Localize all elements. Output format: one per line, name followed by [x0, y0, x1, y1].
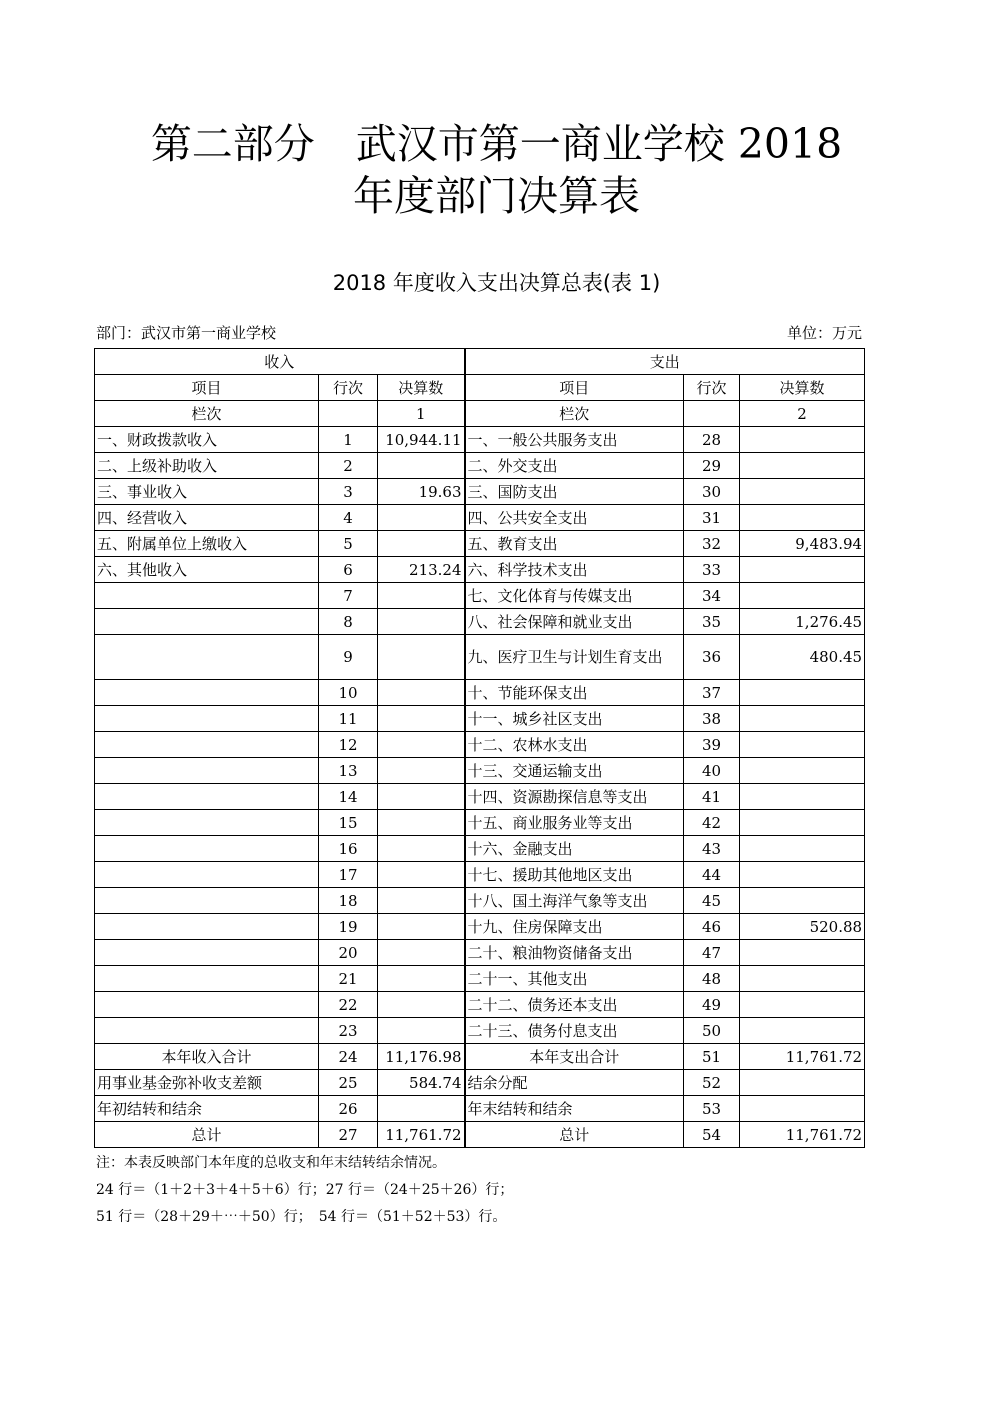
income-col-label: 栏次: [95, 401, 319, 427]
income-item: 年初结转和结余: [95, 1096, 319, 1122]
table-row: [95, 836, 865, 862]
income-row-number: 21: [319, 966, 378, 992]
expense-row-number: 29: [684, 453, 740, 479]
expense-amount: 11,761.72: [740, 1122, 865, 1148]
expense-row-number: 48: [684, 966, 740, 992]
expense-amount: [740, 888, 865, 914]
income-row-number: 1: [319, 427, 378, 453]
income-amount: [378, 1096, 465, 1122]
expense-row-number: 39: [684, 732, 740, 758]
expense-row-number: 51: [684, 1044, 740, 1070]
income-row-number: 13: [319, 758, 378, 784]
table-row: [95, 888, 865, 914]
expense-amount: 480.45: [740, 635, 865, 680]
expense-row-number: 47: [684, 940, 740, 966]
expense-item: 十、节能环保支出: [465, 680, 684, 706]
income-amount: [378, 453, 465, 479]
income-row-number: 2: [319, 453, 378, 479]
expense-row-number: 44: [684, 862, 740, 888]
income-amount: 19.63: [378, 479, 465, 505]
expense-row-number: 35: [684, 609, 740, 635]
income-amount: 213.24: [378, 557, 465, 583]
expense-amount: [740, 992, 865, 1018]
income-amount: [378, 862, 465, 888]
expense-header: 支出: [465, 349, 865, 375]
income-item: [95, 940, 319, 966]
expense-row-number: 32: [684, 531, 740, 557]
income-amount: [378, 836, 465, 862]
expense-amount: [740, 1070, 865, 1096]
income-item: 总计: [95, 1122, 319, 1148]
expense-row-number: 34: [684, 583, 740, 609]
income-item: [95, 680, 319, 706]
income-item: 二、上级补助收入: [95, 453, 319, 479]
expense-item: 三、国防支出: [465, 479, 684, 505]
income-item: 六、其他收入: [95, 557, 319, 583]
expense-amount: [740, 810, 865, 836]
expense-item: 四、公共安全支出: [465, 505, 684, 531]
income-item: 三、事业收入: [95, 479, 319, 505]
expense-item: 十七、援助其他地区支出: [465, 862, 684, 888]
income-item: [95, 914, 319, 940]
expense-amount: 1,276.45: [740, 609, 865, 635]
expense-row-number: 53: [684, 1096, 740, 1122]
expense-item: 九、医疗卫生与计划生育支出: [465, 635, 684, 680]
income-item: [95, 784, 319, 810]
expense-row-number: 30: [684, 479, 740, 505]
table-row: [95, 862, 865, 888]
income-amount: [378, 609, 465, 635]
expense-item: 年末结转和结余: [465, 1096, 684, 1122]
income-item: 用事业基金弥补收支差额: [95, 1070, 319, 1096]
income-amount: [378, 758, 465, 784]
income-amount: [378, 1018, 465, 1044]
income-header: 收入: [95, 349, 465, 375]
income-row-number: 20: [319, 940, 378, 966]
expense-item: 十二、农林水支出: [465, 732, 684, 758]
expense-amount: [740, 557, 865, 583]
income-row-number: 3: [319, 479, 378, 505]
expense-item: 十三、交通运输支出: [465, 758, 684, 784]
income-row-number: 5: [319, 531, 378, 557]
expense-item: 结余分配: [465, 1070, 684, 1096]
table-row: [95, 966, 865, 992]
expense-row-number: 49: [684, 992, 740, 1018]
income-item: [95, 583, 319, 609]
table-row: [95, 1018, 865, 1044]
income-item: 一、财政拨款收入: [95, 427, 319, 453]
expense-item-header: 项目: [465, 375, 684, 401]
expense-rowno-header: 行次: [684, 375, 740, 401]
footnote-1: 注：本表反映部门本年度的总收支和年末结转结余情况。: [96, 1155, 446, 1171]
expense-col-label: 栏次: [465, 401, 684, 427]
income-row-number: 9: [319, 635, 378, 680]
expense-row-number: 38: [684, 706, 740, 732]
table-row: [95, 784, 865, 810]
unit-label: 单位：万元: [786, 324, 862, 342]
table-row: [95, 427, 865, 453]
expense-amount: [740, 758, 865, 784]
expense-item: 八、社会保障和就业支出: [465, 609, 684, 635]
expense-amount: 520.88: [740, 914, 865, 940]
income-row-number: 17: [319, 862, 378, 888]
income-amount: 10,944.11: [378, 427, 465, 453]
expense-row-number: 28: [684, 427, 740, 453]
table-row: [95, 706, 865, 732]
income-amount: [378, 888, 465, 914]
table-row: [95, 609, 865, 635]
table-row: [95, 810, 865, 836]
income-row-number: 12: [319, 732, 378, 758]
expense-item: 十六、金融支出: [465, 836, 684, 862]
expense-row-number: 41: [684, 784, 740, 810]
income-row-number: 19: [319, 914, 378, 940]
expense-col-index: 2: [740, 401, 865, 427]
income-amount-header: 决算数: [378, 375, 465, 401]
table-row: [95, 914, 865, 940]
table-row: [95, 992, 865, 1018]
expense-item: 十八、国土海洋气象等支出: [465, 888, 684, 914]
expense-item: 七、文化体育与传媒支出: [465, 583, 684, 609]
income-col-blank: [319, 401, 378, 427]
income-row-number: 15: [319, 810, 378, 836]
expense-item: 十一、城乡社区支出: [465, 706, 684, 732]
income-amount: [378, 680, 465, 706]
income-row-number: 27: [319, 1122, 378, 1148]
footnote-3: 51 行＝（28＋29＋⋯＋50）行； 54 行＝（51＋52＋53）行。: [96, 1209, 507, 1225]
income-amount: [378, 940, 465, 966]
table-header-row: [95, 349, 865, 375]
expense-amount: 9,483.94: [740, 531, 865, 557]
table-row: [95, 940, 865, 966]
expense-item: 十四、资源勘探信息等支出: [465, 784, 684, 810]
document-title-line-2: 年度部门决算表: [353, 172, 640, 220]
income-row-number: 16: [319, 836, 378, 862]
expense-amount: [740, 1018, 865, 1044]
income-item: 五、附属单位上缴收入: [95, 531, 319, 557]
expense-amount: [740, 583, 865, 609]
income-item-header: 项目: [95, 375, 319, 401]
income-amount: [378, 583, 465, 609]
expense-amount: [740, 453, 865, 479]
income-rowno-header: 行次: [319, 375, 378, 401]
income-item: [95, 992, 319, 1018]
expense-amount: [740, 706, 865, 732]
income-item: [95, 635, 319, 680]
expense-row-number: 54: [684, 1122, 740, 1148]
income-item: [95, 810, 319, 836]
expense-item: 六、科学技术支出: [465, 557, 684, 583]
table-row: [95, 758, 865, 784]
expense-amount: [740, 836, 865, 862]
income-row-number: 10: [319, 680, 378, 706]
income-amount: 11,761.72: [378, 1122, 465, 1148]
column-header-row: [95, 375, 865, 401]
expense-item: 二、外交支出: [465, 453, 684, 479]
expense-row-number: 36: [684, 635, 740, 680]
income-row-number: 11: [319, 706, 378, 732]
table-row: [95, 479, 865, 505]
income-amount: [378, 531, 465, 557]
expense-amount: 11,761.72: [740, 1044, 865, 1070]
table-row: [95, 505, 865, 531]
income-item: [95, 706, 319, 732]
income-amount: 584.74: [378, 1070, 465, 1096]
table-row: [95, 1122, 865, 1148]
income-row-number: 24: [319, 1044, 378, 1070]
expense-row-number: 42: [684, 810, 740, 836]
expense-col-blank: [684, 401, 740, 427]
expense-row-number: 52: [684, 1070, 740, 1096]
department-label: 部门：武汉市第一商业学校: [96, 324, 277, 342]
income-amount: [378, 914, 465, 940]
income-amount: 11,176.98: [378, 1044, 465, 1070]
income-col-index: 1: [378, 401, 465, 427]
expense-amount: [740, 427, 865, 453]
expense-amount: [740, 479, 865, 505]
income-row-number: 18: [319, 888, 378, 914]
income-amount: [378, 966, 465, 992]
income-amount: [378, 810, 465, 836]
income-row-number: 26: [319, 1096, 378, 1122]
expense-item: 二十一、其他支出: [465, 966, 684, 992]
income-amount: [378, 992, 465, 1018]
expense-row-number: 43: [684, 836, 740, 862]
income-row-number: 6: [319, 557, 378, 583]
expense-item: 总计: [465, 1122, 684, 1148]
income-amount: [378, 505, 465, 531]
expense-row-number: 40: [684, 758, 740, 784]
expense-row-number: 46: [684, 914, 740, 940]
expense-amount: [740, 1096, 865, 1122]
expense-row-number: 50: [684, 1018, 740, 1044]
expense-amount: [740, 862, 865, 888]
income-expense-table: [94, 348, 865, 1148]
table-row: [95, 1096, 865, 1122]
expense-item: 二十二、债务还本支出: [465, 992, 684, 1018]
expense-item: 二十三、债务付息支出: [465, 1018, 684, 1044]
income-row-number: 7: [319, 583, 378, 609]
document-title-line-1: 第二部分 武汉市第一商业学校 2018: [150, 120, 843, 168]
expense-amount-header: 决算数: [740, 375, 865, 401]
table-row: [95, 732, 865, 758]
income-row-number: 8: [319, 609, 378, 635]
expense-row-number: 33: [684, 557, 740, 583]
table-title: 2018 年度收入支出决算总表(表 1): [332, 271, 661, 295]
income-row-number: 22: [319, 992, 378, 1018]
income-amount: [378, 706, 465, 732]
table-row: [95, 531, 865, 557]
income-item: [95, 836, 319, 862]
expense-amount: [740, 966, 865, 992]
income-amount: [378, 732, 465, 758]
income-item: 本年收入合计: [95, 1044, 319, 1070]
expense-amount: [740, 505, 865, 531]
income-amount: [378, 635, 465, 680]
expense-item: 十九、住房保障支出: [465, 914, 684, 940]
income-item: [95, 732, 319, 758]
expense-amount: [740, 680, 865, 706]
expense-item: 十五、商业服务业等支出: [465, 810, 684, 836]
table-row: [95, 583, 865, 609]
expense-row-number: 45: [684, 888, 740, 914]
income-row-number: 4: [319, 505, 378, 531]
expense-item: 一、一般公共服务支出: [465, 427, 684, 453]
income-item: [95, 966, 319, 992]
income-item: [95, 1018, 319, 1044]
expense-row-number: 31: [684, 505, 740, 531]
income-row-number: 14: [319, 784, 378, 810]
table-row: [95, 635, 865, 680]
expense-row-number: 37: [684, 680, 740, 706]
expense-amount: [740, 732, 865, 758]
expense-amount: [740, 784, 865, 810]
table-row: [95, 453, 865, 479]
expense-item: 二十、粮油物资储备支出: [465, 940, 684, 966]
income-item: [95, 888, 319, 914]
table-row: [95, 1044, 865, 1070]
income-row-number: 23: [319, 1018, 378, 1044]
table-row: [95, 1070, 865, 1096]
income-item: [95, 862, 319, 888]
income-row-number: 25: [319, 1070, 378, 1096]
table-row: [95, 680, 865, 706]
expense-item: 本年支出合计: [465, 1044, 684, 1070]
income-amount: [378, 784, 465, 810]
table-row: [95, 557, 865, 583]
income-item: 四、经营收入: [95, 505, 319, 531]
column-index-row: [95, 401, 865, 427]
footnote-2: 24 行＝（1＋2＋3＋4＋5＋6）行；27 行＝（24＋25＋26）行；: [96, 1182, 514, 1198]
income-item: [95, 758, 319, 784]
expense-amount: [740, 940, 865, 966]
income-item: [95, 609, 319, 635]
expense-item: 五、教育支出: [465, 531, 684, 557]
